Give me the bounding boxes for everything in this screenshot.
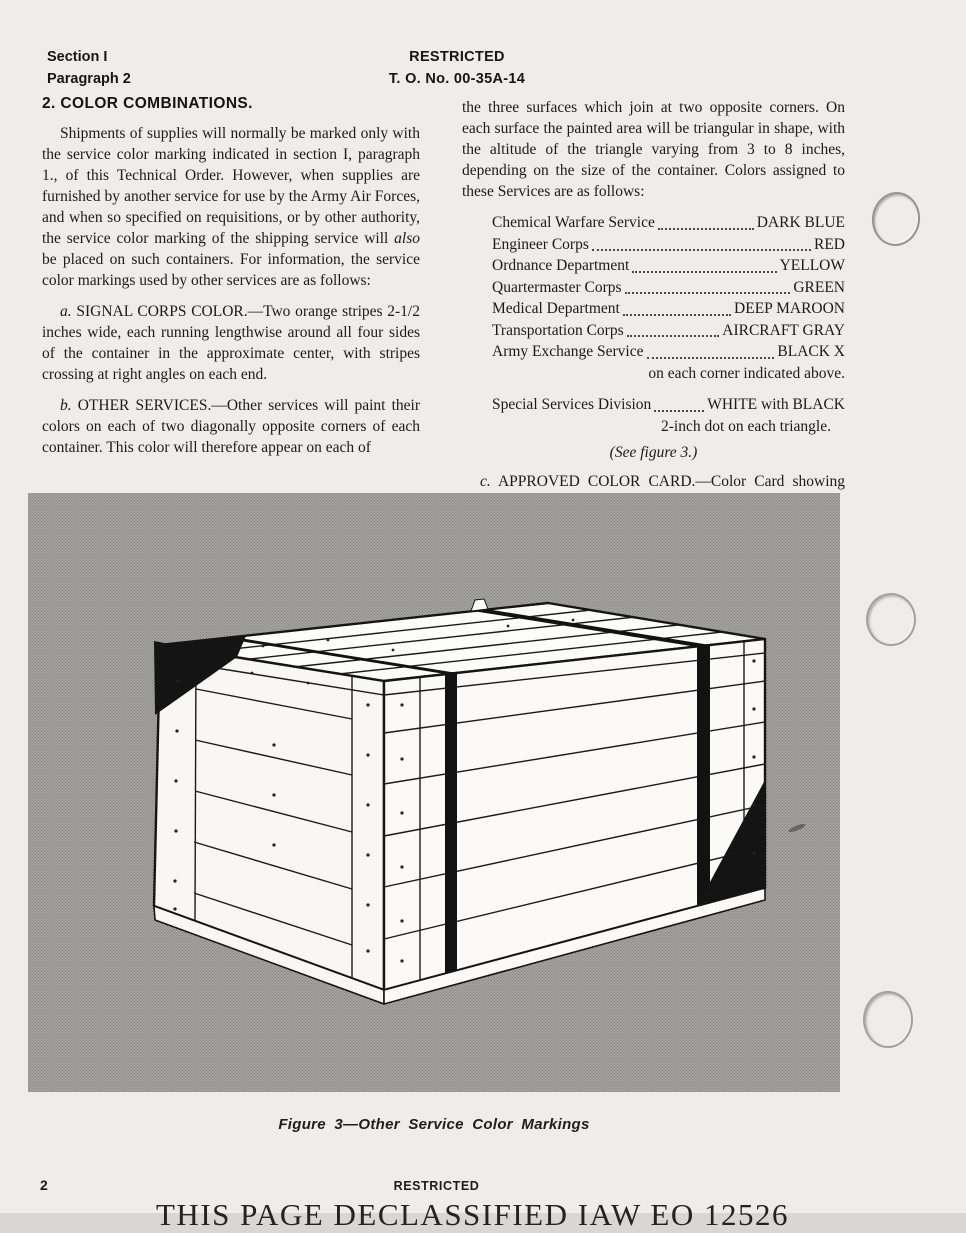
background-smudge — [788, 822, 806, 833]
service-color: GREEN — [793, 278, 845, 296]
paragraph-b — [42, 395, 420, 458]
service-color: WHITE with BLACK — [707, 396, 845, 413]
strap-back-notch — [471, 599, 488, 611]
figure-panel — [28, 493, 840, 1092]
paragraph-intro-text1: Shipments of supplies will normally be marked only with the service color marking indicated in section I, paragraph 1., of this Technical Order. However, when supplies are furnished by another service for use by the Army Air Forces, and when so specified on requisitions, or by other authority, the service color marking of the shipping service will — [42, 125, 420, 247]
service-row — [492, 234, 845, 256]
paragraph-c-label: c. — [480, 473, 491, 490]
service-color-list — [492, 212, 845, 437]
paragraph-c-text: APPROVED COLOR CARD.—Color Card showing — [497, 473, 845, 490]
dotted-leader — [592, 249, 811, 251]
declassified-stamp: THIS PAGE DECLASSIFIED IAW EO 12526 — [156, 1197, 790, 1232]
section-heading: 2. COLOR COMBINATIONS. — [42, 95, 253, 112]
paragraph-a-text: SIGNAL CORPS COLOR.—Two orange stripes 2-1/2 inches wide, each running lengthwise around all four sides of the container in the approximate center, with stripes crossing at right angles on each end. — [42, 303, 420, 383]
dotted-leader — [654, 410, 704, 412]
service-name: Ordnance Department — [492, 257, 630, 274]
service-name: Transportation Corps — [492, 321, 624, 339]
strap-left-side — [445, 673, 457, 974]
dotted-leader — [647, 357, 775, 359]
header-center — [42, 46, 872, 90]
header-order-number: T. O. No. 00-35A-14 — [388, 71, 526, 87]
paragraph-intro-italic: also — [394, 230, 420, 247]
dotted-leader — [627, 335, 720, 337]
see-figure-reference: (See figure 3.) — [609, 444, 698, 461]
paragraph-b-text: OTHER SERVICES.—Other services will paint their colors on each of two diagonally opposite corners of each container. This color will therefore appear on each of — [42, 397, 420, 456]
service-row-special — [492, 394, 845, 416]
service-list-note: on each corner indicated above. — [648, 364, 845, 382]
service-color: YELLOW — [779, 257, 845, 274]
service-row — [492, 212, 845, 234]
service-color: DEEP MAROON — [734, 300, 845, 317]
paragraph-b-label: b. — [60, 397, 72, 414]
hole-punch-middle — [866, 593, 916, 646]
service-color: BLACK X — [777, 343, 845, 360]
service-row — [492, 341, 845, 363]
footer-classification: RESTRICTED — [393, 1179, 480, 1193]
service-name: Quartermaster Corps — [492, 278, 622, 296]
left-column — [42, 95, 420, 468]
strap-right-side — [697, 645, 710, 906]
header-section: Section I — [47, 49, 108, 65]
header-classification: RESTRICTED — [409, 49, 505, 65]
special-service-note: 2-inch dot on each triangle. — [660, 417, 831, 435]
dotted-leader — [632, 271, 776, 273]
service-name: Medical Department — [492, 300, 620, 317]
service-row — [492, 320, 845, 342]
dotted-leader — [625, 292, 791, 294]
paragraph-continued: the three surfaces which join at two opposite corners. On each surface the painted area will be triangular in shape, with the altitude of the triangle varying from 3 to 8 inches, depending on the size of the container. Colors assigned to these Services are as follows: — [462, 99, 845, 200]
service-color: DARK BLUE — [756, 214, 845, 231]
dotted-leader — [623, 314, 731, 316]
hole-punch-bottom — [863, 991, 913, 1048]
right-column — [462, 97, 845, 523]
figure-caption: Figure 3—Other Service Color Markings — [278, 1116, 590, 1133]
service-color: RED — [814, 235, 845, 253]
service-name: Army Exchange Service — [492, 343, 644, 360]
paragraph-intro — [42, 123, 420, 291]
paragraph-intro-text2: be placed on such containers. For information, the service color markings used by other services are as follows: — [42, 251, 420, 289]
service-name: Chemical Warfare Service — [492, 214, 655, 231]
service-row — [492, 277, 845, 299]
paragraph-a — [42, 301, 420, 385]
service-name: Engineer Corps — [492, 235, 589, 253]
crate-left-face — [154, 645, 384, 990]
crate-illustration — [28, 493, 840, 1092]
hole-punch-top — [868, 189, 923, 249]
service-name: Special Services Division — [492, 396, 652, 413]
service-color: AIRCRAFT GRAY — [722, 321, 845, 339]
header-paragraph: Paragraph 2 — [47, 71, 131, 87]
service-row — [492, 255, 845, 277]
dotted-leader — [658, 228, 754, 230]
paragraph-a-label: a. — [60, 303, 72, 320]
service-row — [492, 298, 845, 320]
page-number: 2 — [40, 1177, 48, 1193]
